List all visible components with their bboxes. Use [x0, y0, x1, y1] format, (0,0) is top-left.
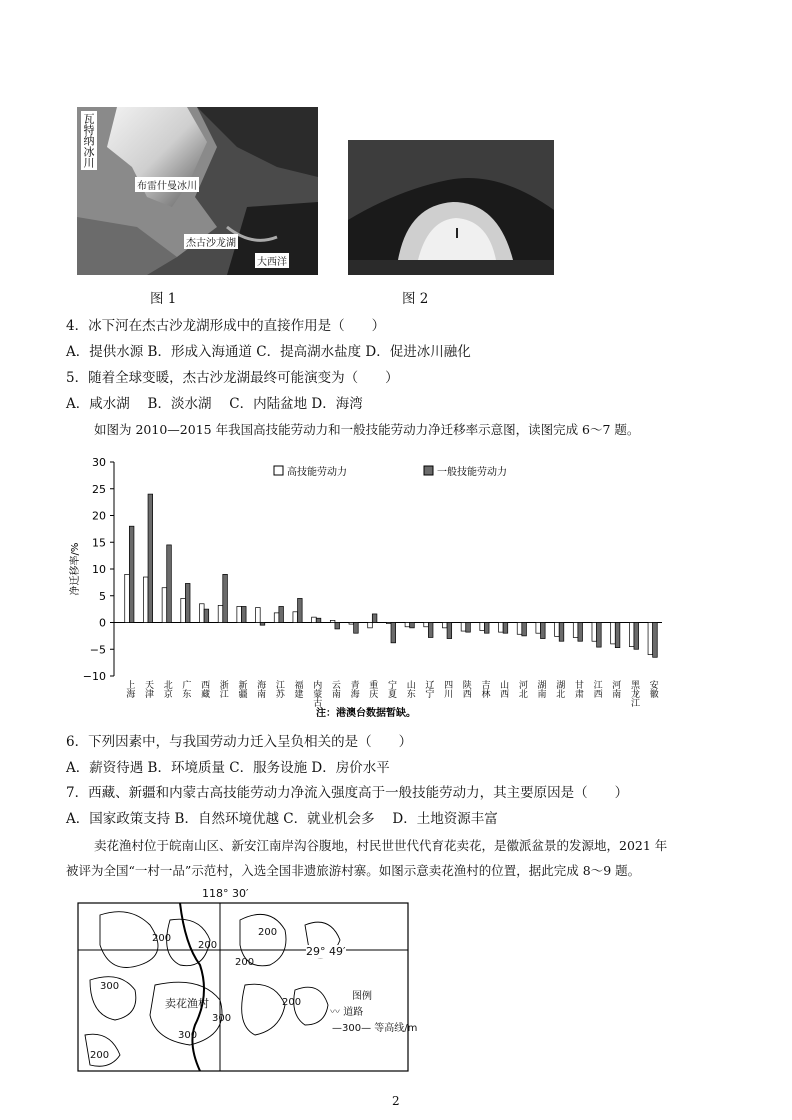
label-lake: 杰古沙龙湖 — [184, 234, 238, 249]
bar-high-skill — [368, 623, 373, 628]
category-label: 山西 — [498, 680, 509, 698]
contour-label: 300 — [178, 1030, 198, 1041]
question-7-options: A．国家政策支持 B．自然环境优越 C．就业机会多 D．土地资源丰富 — [66, 811, 498, 827]
category-label: 云南 — [329, 680, 340, 698]
bar-general-skill — [410, 623, 415, 628]
label-breida-glacier: 布雷什曼冰川 — [135, 177, 199, 192]
bar-general-skill — [316, 618, 321, 622]
category-label: 安徽 — [647, 680, 658, 698]
question-5-options: A．咸水湖 B．淡水湖 C．内陆盆地 D．海湾 — [66, 396, 363, 412]
bar-high-skill — [499, 623, 504, 633]
contour-label: 200 — [235, 957, 255, 968]
question-4-stem: 4．冰下河在杰古沙龙湖形成中的直接作用是（ ） — [66, 318, 386, 334]
bar-high-skill — [200, 604, 205, 623]
y-tick-label: 20 — [92, 509, 106, 523]
village-label: 卖花渔村 — [165, 997, 209, 1010]
category-label: 辽宁 — [423, 680, 434, 698]
bar-high-skill — [125, 574, 130, 622]
bar-high-skill — [461, 623, 466, 632]
migration-chart-svg — [66, 450, 672, 722]
category-label: 内蒙古 — [311, 680, 322, 707]
intro-6-7: 如图为 2010—2015 年我国高技能劳动力和一般技能劳动力净迁移率示意图，读图完成 6～7 题。 — [94, 422, 640, 437]
bar-general-skill — [484, 623, 489, 634]
bar-high-skill — [442, 623, 447, 628]
figure-1-image — [77, 107, 318, 275]
category-label: 江苏 — [273, 680, 284, 698]
contour-map-svg — [70, 885, 420, 1075]
y-tick-label: −5 — [89, 643, 106, 657]
bar-general-skill — [597, 623, 602, 648]
bar-general-skill — [167, 545, 172, 623]
bar-high-skill — [592, 623, 597, 642]
bar-general-skill — [578, 623, 583, 642]
category-label: 湖北 — [554, 680, 565, 698]
bar-high-skill — [162, 588, 167, 623]
contour-label: 200 — [198, 940, 218, 951]
figure-2-image — [348, 140, 554, 275]
bar-high-skill — [629, 623, 634, 647]
bar-high-skill — [648, 623, 653, 655]
bar-general-skill — [634, 623, 639, 650]
bar-general-skill — [653, 623, 658, 658]
contour-label: 200 — [258, 927, 278, 938]
contour-label: 300 — [212, 1013, 232, 1024]
category-label: 山东 — [404, 680, 415, 698]
bar-general-skill — [298, 598, 303, 622]
page-number: 2 — [392, 1094, 400, 1108]
y-tick-label: 25 — [92, 482, 106, 496]
legend-label-general-skill: 一般技能劳动力 — [437, 467, 507, 478]
bar-general-skill — [335, 623, 340, 629]
category-label: 西藏 — [199, 680, 210, 698]
bar-general-skill — [428, 623, 433, 638]
category-label: 吉林 — [479, 680, 490, 698]
bar-general-skill — [241, 606, 246, 622]
category-label: 北京 — [161, 680, 172, 698]
bar-high-skill — [237, 606, 242, 622]
category-label: 浙江 — [217, 680, 228, 698]
bar-high-skill — [256, 608, 261, 623]
bar-high-skill — [330, 620, 335, 622]
bar-general-skill — [354, 623, 359, 634]
y-tick-label: 10 — [92, 563, 106, 576]
legend-label-high-skill: 高技能劳动力 — [287, 467, 347, 478]
category-label: 河南 — [610, 680, 621, 698]
legend-swatch-high-skill — [274, 466, 283, 475]
contour-label: 300 — [100, 981, 120, 992]
bar-high-skill — [349, 623, 354, 625]
bar-general-skill — [503, 623, 508, 634]
bar-high-skill — [611, 623, 616, 644]
question-4-options: A．提供水源 B．形成入海通道 C．提高湖水盐度 D．促进冰川融化 — [66, 344, 471, 360]
question-7-stem: 7．西藏、新疆和内蒙古高技能劳动力净流入强度高于一般技能劳动力，其主要原因是（ ） — [66, 785, 629, 801]
bar-general-skill — [447, 623, 452, 639]
category-label: 天津 — [143, 680, 154, 698]
category-label: 广东 — [180, 680, 191, 698]
migration-chart — [66, 450, 672, 722]
category-label: 四川 — [442, 680, 453, 698]
bar-high-skill — [293, 612, 298, 623]
question-6-options: A．薪资待遇 B．环境质量 C．服务设施 D．房价水平 — [66, 760, 390, 776]
map-legend-title: 图例 — [352, 991, 372, 1002]
bar-high-skill — [405, 623, 410, 627]
road-symbol-icon: 〰 — [330, 1007, 340, 1018]
category-label: 湖南 — [535, 680, 546, 698]
question-6-stem: 6．下列因素中，与我国劳动力迁入呈负相关的是（ ） — [66, 734, 413, 750]
category-label: 海南 — [255, 680, 266, 698]
bar-general-skill — [541, 623, 546, 639]
y-axis-label: 净迁移率/% — [70, 542, 81, 596]
y-tick-label: 15 — [92, 536, 106, 550]
bar-high-skill — [555, 623, 560, 637]
bar-high-skill — [274, 613, 279, 623]
category-label: 青海 — [348, 680, 359, 698]
bar-general-skill — [391, 623, 396, 643]
bar-high-skill — [181, 598, 186, 622]
contour-label: 200 — [282, 997, 302, 1008]
map-legend-road — [330, 1003, 363, 1018]
ice-cave-illustration — [348, 140, 554, 275]
bar-general-skill — [466, 623, 471, 633]
bar-high-skill — [218, 605, 223, 622]
map-latitude: 29° 49′ — [306, 945, 346, 958]
category-label: 江西 — [591, 680, 602, 698]
bar-high-skill — [424, 623, 429, 627]
bar-high-skill — [536, 623, 541, 634]
y-tick-label: 0 — [99, 616, 106, 630]
bar-general-skill — [559, 623, 564, 642]
figure-1-caption: 图 1 — [150, 291, 177, 307]
bar-general-skill — [148, 494, 153, 622]
question-5-stem: 5．随着全球变暖，杰古沙龙湖最终可能演变为（ ） — [66, 370, 399, 386]
category-label: 河北 — [516, 680, 527, 698]
category-label: 陕西 — [460, 680, 471, 698]
village-map — [70, 885, 420, 1075]
y-tick-label: −10 — [82, 670, 106, 683]
category-label: 上海 — [124, 680, 135, 698]
intro-8-9-line1: 卖花渔村位于皖南山区、新安江南岸沟谷腹地，村民世世代代育花卖花，是徽派盆景的发源地，2021 年 — [94, 838, 668, 853]
contour-label: 200 — [90, 1050, 110, 1061]
bar-general-skill — [223, 574, 228, 622]
category-label: 重庆 — [367, 680, 378, 698]
map-legend-road-label: 道路 — [343, 1007, 364, 1018]
chart-note: 注：港澳台数据暂缺。 — [316, 708, 416, 719]
category-label: 黑龙江 — [628, 680, 639, 707]
bar-high-skill — [517, 623, 522, 635]
bar-general-skill — [204, 609, 209, 622]
bar-high-skill — [480, 623, 485, 631]
legend-swatch-general-skill — [424, 466, 433, 475]
y-tick-label: 30 — [92, 456, 106, 469]
map-legend-contour: —300— 等高线/m — [332, 1023, 418, 1034]
bar-high-skill — [143, 577, 148, 622]
bar-general-skill — [279, 606, 284, 622]
category-label: 甘肃 — [572, 680, 583, 698]
figure-2-caption: 图 2 — [402, 291, 429, 307]
label-atlantic: 大西洋 — [255, 253, 289, 268]
category-label: 福建 — [292, 680, 303, 698]
category-label: 宁夏 — [386, 680, 396, 698]
bar-high-skill — [573, 623, 578, 638]
bar-general-skill — [185, 583, 190, 622]
bar-general-skill — [260, 623, 265, 626]
bar-general-skill — [522, 623, 527, 636]
contour-label: 200 — [152, 933, 172, 944]
bar-general-skill — [615, 623, 620, 648]
y-tick-label: 5 — [99, 589, 106, 603]
bar-high-skill — [386, 623, 391, 624]
label-watna-glacier: 瓦特纳冰川 — [82, 113, 95, 168]
category-label: 新疆 — [236, 680, 247, 698]
map-longitude: 118° 30′ — [202, 887, 249, 900]
bar-high-skill — [312, 617, 317, 622]
intro-8-9-line2: 被评为全国“一村一品”示范村，入选全国非遗旅游村寨。如图示意卖花渔村的位置，据此完成 8～9 题。 — [66, 863, 641, 878]
bar-general-skill — [129, 526, 134, 622]
bar-general-skill — [372, 614, 377, 623]
